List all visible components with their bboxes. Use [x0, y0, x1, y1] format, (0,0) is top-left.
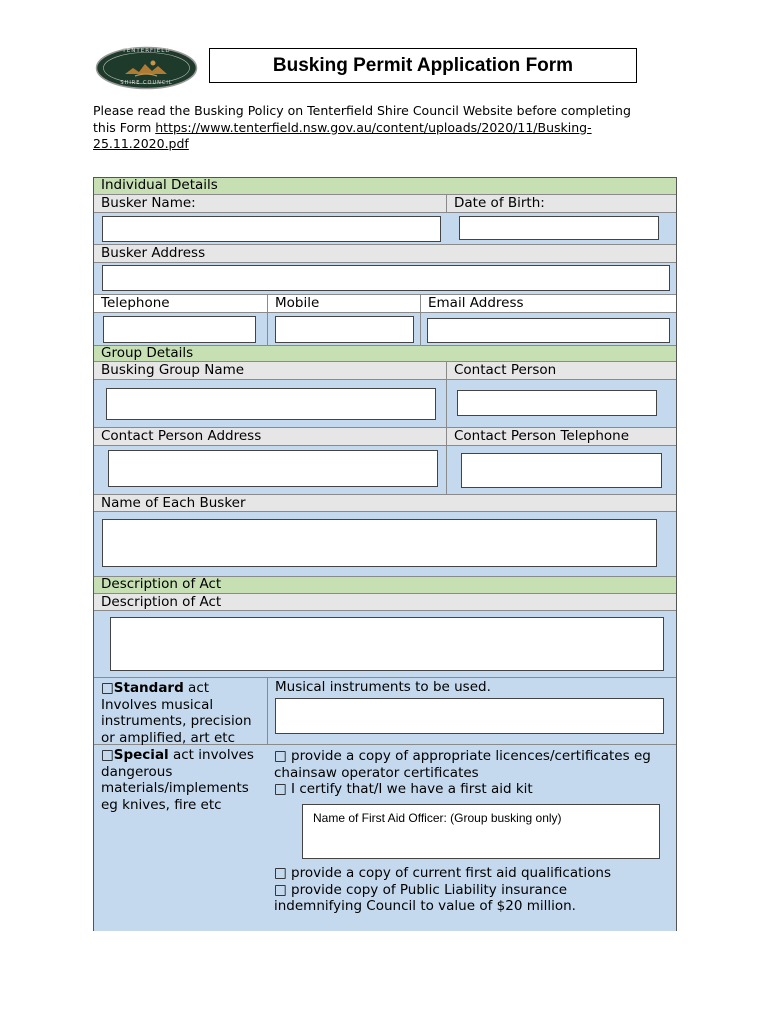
- section-group-details: Group Details: [94, 346, 676, 362]
- instruments-label: Musical instruments to be used.: [275, 679, 491, 695]
- instruments-input[interactable]: [275, 698, 664, 734]
- label-row-contact-person: [94, 428, 676, 446]
- each-busker-label: Name of Each Busker: [94, 495, 676, 512]
- each-busker-input[interactable]: [102, 519, 657, 567]
- description-input[interactable]: [110, 617, 664, 671]
- group-name-input[interactable]: [106, 388, 436, 420]
- mobile-input[interactable]: [275, 316, 414, 343]
- form-title: Busking Permit Application Form: [209, 48, 637, 83]
- first-aid-kit-option: [274, 781, 674, 798]
- special-line-4: eg knives, fire etc: [101, 796, 222, 813]
- email-label: Email Address: [428, 295, 524, 311]
- council-logo: [95, 46, 198, 90]
- contact-person-label: Contact Person: [454, 362, 557, 378]
- application-form: [93, 177, 677, 931]
- contact-address-label: Contact Person Address: [101, 428, 262, 444]
- liability-text-1: provide copy of Public Liability insurance: [286, 881, 568, 898]
- section-individual-details: Individual Details: [94, 178, 676, 195]
- first-aid-qual-checkbox-icon[interactable]: □: [274, 865, 287, 881]
- first-aid-kit-checkbox-icon[interactable]: □: [274, 781, 287, 797]
- intro-text: [93, 103, 693, 153]
- logo-text-bottom: SHIRE COUNCIL: [120, 80, 173, 86]
- first-aid-qual-option: [274, 865, 674, 882]
- contact-telephone-label: Contact Person Telephone: [454, 428, 630, 444]
- special-options: [274, 748, 674, 798]
- contact-address-input[interactable]: [108, 450, 438, 487]
- intro-line-3: [93, 136, 693, 153]
- intro-line-2-prefix: this Form: [93, 119, 156, 135]
- licences-text-1: provide a copy of appropriate licences/certificates eg: [286, 748, 651, 764]
- licences-checkbox-icon[interactable]: □: [274, 748, 287, 764]
- special-bold: Special: [113, 747, 169, 763]
- policy-link-continued[interactable]: 25.11.2020.pdf: [93, 136, 189, 151]
- standard-rest: act: [183, 680, 210, 696]
- description-label: Description of Act: [94, 594, 676, 611]
- section-description-of-act: Description of Act: [94, 577, 676, 594]
- telephone-input[interactable]: [103, 316, 256, 343]
- busker-address-label: Busker Address: [94, 245, 676, 263]
- special-act-text: [101, 747, 266, 813]
- mobile-label: Mobile: [275, 295, 320, 311]
- divider: [420, 295, 421, 346]
- first-aid-officer-input[interactable]: Name of First Aid Officer: (Group busking only): [302, 804, 660, 859]
- intro-line-1: Please read the Busking Policy on Tenterfield Shire Council Website before completing: [93, 103, 631, 118]
- busker-name-input[interactable]: [102, 216, 441, 242]
- first-aid-kit-text: I certify that/I we have a first aid kit: [286, 781, 533, 797]
- licences-option: [274, 748, 674, 765]
- liability-option: [274, 882, 674, 899]
- email-input[interactable]: [427, 318, 670, 343]
- logo-text-top: TENTERFIELD: [122, 48, 171, 54]
- contact-telephone-input[interactable]: [461, 453, 662, 488]
- divider: [267, 295, 268, 346]
- busker-address-input[interactable]: [102, 265, 670, 291]
- standard-act-heading: [101, 680, 266, 697]
- telephone-label: Telephone: [101, 295, 170, 311]
- special-act-heading: [101, 747, 266, 764]
- busker-name-label: Busker Name:: [101, 195, 196, 211]
- standard-act-text: [101, 680, 266, 746]
- first-aid-qual-text: provide a copy of current first aid qualifications: [286, 865, 611, 881]
- intro-line-2: [93, 120, 693, 137]
- standard-line-2: Involves musical: [101, 696, 214, 713]
- policy-link[interactable]: https://www.tenterfield.nsw.gov.au/content/uploads/2020/11/Busking-: [155, 119, 592, 135]
- standard-line-4: or amplified, art etc: [101, 729, 235, 746]
- standard-bold: Standard: [113, 680, 184, 696]
- special-checkbox-icon[interactable]: □: [101, 747, 114, 763]
- label-row-group: [94, 362, 676, 380]
- group-name-label: Busking Group Name: [101, 362, 245, 378]
- licences-text-2: chainsaw operator certificates: [274, 764, 479, 781]
- dob-label: Date of Birth:: [454, 195, 545, 211]
- label-row-contact: [94, 295, 676, 313]
- standard-line-3: instruments, precision: [101, 713, 252, 729]
- liability-text-2: indemnifying Council to value of $20 million.: [274, 898, 576, 914]
- dob-input[interactable]: [459, 216, 659, 240]
- special-line-3: materials/implements: [101, 780, 249, 796]
- label-row-name-dob: [94, 195, 676, 213]
- special-line-2: dangerous: [101, 763, 173, 780]
- contact-person-input[interactable]: [457, 390, 657, 416]
- standard-checkbox-icon[interactable]: □: [101, 680, 114, 696]
- special-rest: act involves: [168, 747, 254, 763]
- divider: [446, 362, 447, 495]
- liability-checkbox-icon[interactable]: □: [274, 881, 287, 898]
- special-options-lower: [274, 865, 674, 915]
